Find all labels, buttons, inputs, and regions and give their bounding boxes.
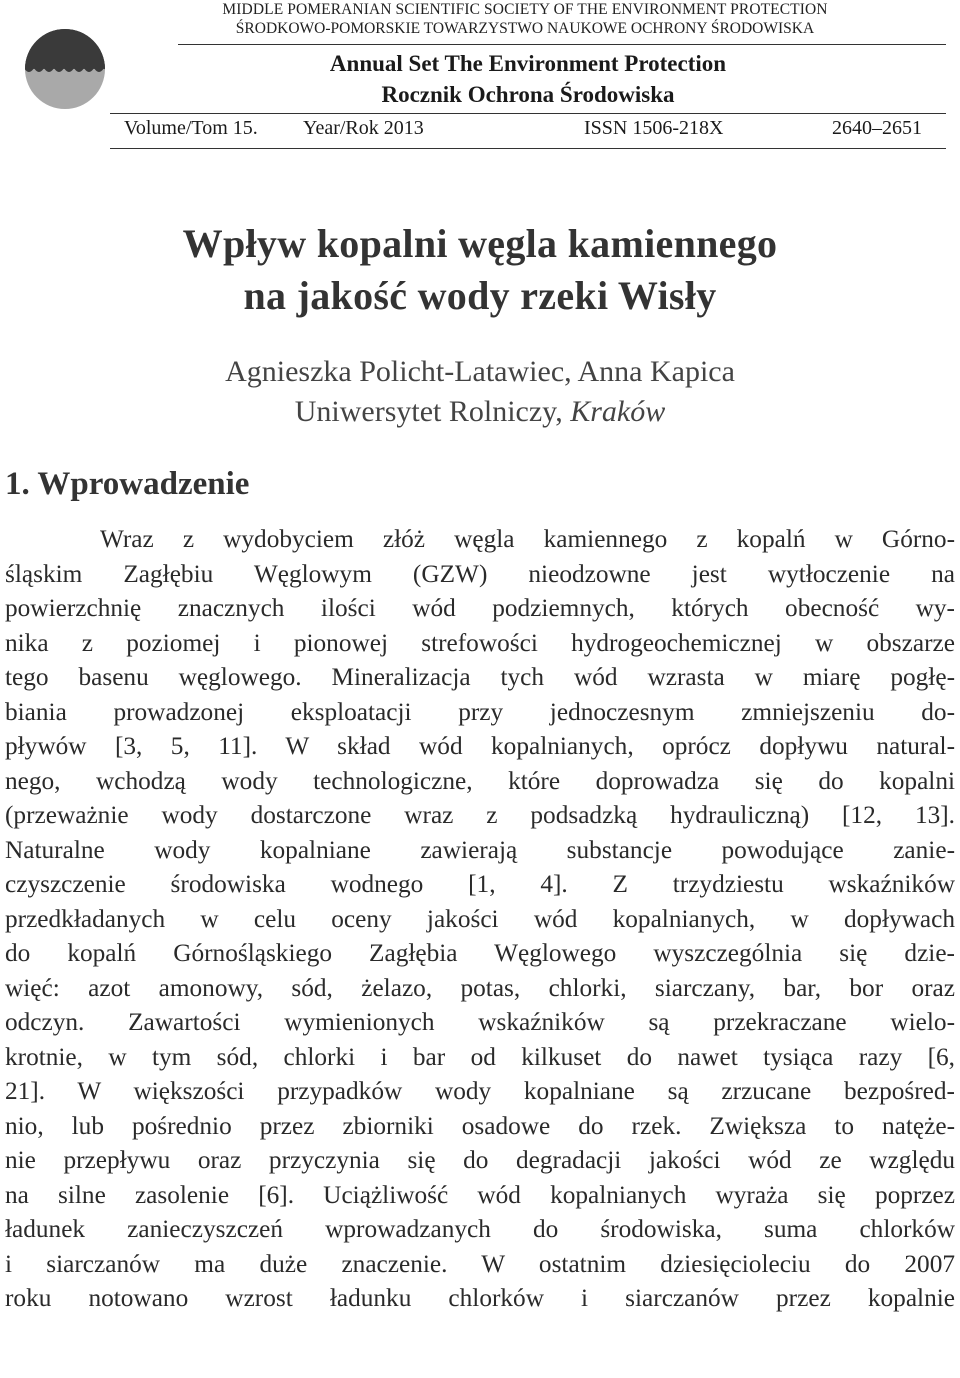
body-text [5,522,955,1316]
body-text-line: pływów [3, 5, 11]. W skład wód kopalnianych, oprócz dopływu natural- [5,732,955,760]
article-title-line: na jakość wody rzeki Wisły [243,273,717,318]
body-text-line: do kopalń Górnośląskiego Zagłębia Węglowego wyszczególnia się dzie- [5,939,955,967]
body-text-line: 21]. W większości przypadków wody kopalniane są zrzucane bezpośred- [5,1077,955,1105]
body-text-line: śląskim Zagłębiu Węglowym (GZW) nieodzowne jest wytłoczenie na [5,559,955,588]
body-text-line: więć: azot amonowy, sód, żelazo, potas, chlorki, siarczany, bar, bor oraz [5,973,955,1002]
journal-title-en: Annual Set The Environment Protection [329,51,727,76]
affiliation-city: Kraków [570,395,666,428]
article-title-line: Wpływ kopalni węgla kamiennego [182,221,778,266]
page-range: 2640–2651 [832,117,922,139]
body-text-line: i siarczanów ma duże znaczenie. W ostatnim dziesięcioleciu do 2007 [5,1249,955,1278]
society-name-en: MIDDLE POMERANIAN SCIENTIFIC SOCIETY OF THE ENVIRONMENT PROTECTION [222,1,828,18]
body-text-line: czyszczenie środowiska wodnego [1, 4]. Z trzydziestu wskaźników [5,870,955,898]
section-heading: 1. Wprowadzenie [5,466,250,502]
body-text-line: nie przepływu oraz przyczynia się do degradacji jakości wód ze względu [5,1146,955,1174]
body-text-line: Wraz z wydobyciem złóż węgla kamiennego z kopalń w Górno- [100,525,955,553]
body-text-line: (przeważnie wody dostarczone wraz z podsadzką hydrauliczną) [12, 13]. [5,801,955,829]
affiliation-name: Uniwersytet Rolniczy, [294,395,571,428]
body-text-line: nego, wchodzą wody technologiczne, które doprowadza się do kopalni [5,766,955,795]
article-authors: Agnieszka Policht-Latawiec, Anna Kapica [225,355,735,388]
header-divider [110,148,946,149]
body-text-line: Naturalne wody kopalniane zawierają substancje powodujące zanie- [5,835,955,864]
body-text-line: powierzchnię znacznych ilości wód podziemnych, których obecność wy- [5,594,955,622]
society-name-pl: ŚRODKOWO-POMORSKIE TOWARZYSTWO NAUKOWE OCHRONY ŚRODOWISKA [235,20,815,37]
body-text-line: odczyn. Zawartości wymienionych wskaźników są przekraczane wielo- [5,1008,955,1036]
body-text-line: biania prowadzonej eksploatacji przy jednoczesnym zmniejszeniu do- [5,697,955,726]
body-text-line: krotnie, w tym sód, chlorki i bar od kilkuset do nawet tysiąca razy [6, [5,1042,955,1071]
body-text-line: nika z poziomej i pionowej strefowości hydrogeochemicznej w obszarze [5,628,955,657]
body-text-line: przedkładanych w celu oceny jakości wód kopalnianych, w dopływach [5,904,955,933]
year-label: Year/Rok 2013 [303,117,424,139]
header-divider [110,113,946,114]
body-text-line: ładunek zanieczyszczeń wprowadzanych do środowiska, suma chlorków [5,1215,955,1243]
article-affiliation [0,395,960,429]
body-text-line: nio, lub pośrednio przez zbiorniki osadowe do rzek. Zwiększa to natęże- [5,1111,955,1140]
issn-label: ISSN 1506-218X [584,117,724,139]
body-text-line: roku notowano wzrost ładunku chlorków i siarczanów przez kopalnie [5,1284,955,1312]
volume-label: Volume/Tom 15. [124,117,258,139]
body-text-line: tego basenu węglowego. Mineralizacja tych wód wzrasta w miarę pogłę- [5,663,955,691]
body-text-line: na silne zasolenie [6]. Uciążliwość wód kopalnianych wyraża się poprzez [5,1180,955,1209]
header-divider [178,44,946,45]
journal-title-pl: Rocznik Ochrona Środowiska [381,82,675,107]
